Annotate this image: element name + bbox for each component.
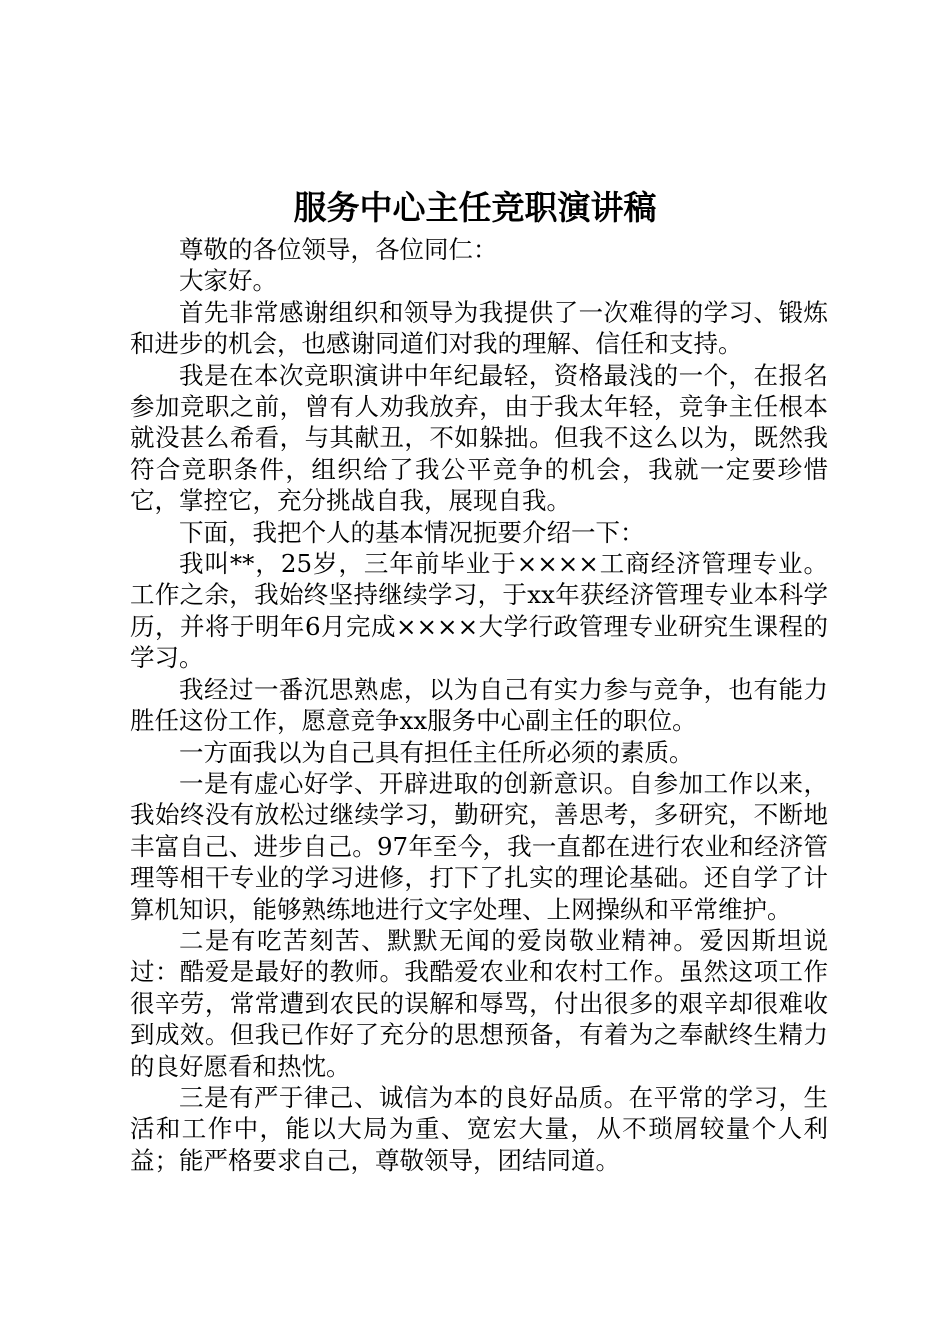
document-body: [130, 234, 828, 1176]
paragraph-salutation: 尊敬的各位领导，各位同仁：: [179, 235, 498, 264]
paragraph-background: 我叫**，25岁，三年前毕业于××××工商经济管理专业。工作之余，我始终坚持继续学习，于xx年获经济管理专业本科学历，并将于明年6月完成××××大学行政管理专业研究生课程的学习。: [130, 549, 828, 673]
paragraph-qualities-lead: 一方面我以为自己具有担任主任所必须的素质。: [179, 737, 694, 767]
paragraph-candidacy: 我经过一番沉思熟虑，以为自己有实力参与竞争，也有能力胜任这份工作，愿意竞争xx服务中心副主任的职位。: [130, 674, 828, 736]
paragraph-intro-lead: 下面，我把个人的基本情况扼要介绍一下：: [179, 517, 645, 547]
paragraph-greeting: 大家好。: [179, 266, 277, 296]
document-title: 服务中心主任竞职演讲稿: [293, 188, 657, 227]
paragraph-motivation: 我是在本次竞职演讲中年纪最轻，资格最浅的一个，在报名参加竞职之前，曾有人劝我放弃，由于我太年轻，竞争主任根本就没甚么希看，与其献丑，不如躲拙。但我不这么以为，既然我符合竞职条件，组织给了我公平竞争的机会，我就一定要珍惜它，掌控它，充分挑战自我，展现自我。: [130, 360, 828, 516]
paragraph-quality-two: 二是有吃苦刻苦、默默无闻的爱岗敬业精神。爱因斯坦说过：酷爱是最好的教师。我酷爱农业和农村工作。虽然这项工作很辛劳，常常遭到农民的误解和辱骂，付出很多的艰辛却很难收到成效。但我已作好了充分的思想预备，有着为之奉献终生精力的良好愿看和热忱。: [130, 925, 828, 1081]
paragraph-thanks: 首先非常感谢组织和领导为我提供了一次难得的学习、锻炼和进步的机会，也感谢同道们对我的理解、信任和支持。: [130, 297, 828, 359]
paragraph-quality-one: 一是有虚心好学、开辟进取的创新意识。自参加工作以来，我始终没有放松过继续学习，勤研究，善思考，多研究，不断地丰富自己、进步自己。97年至今，我一直都在进行农业和经济管理等相干专业的学习进修，打下了扎实的理论基础。还自学了计算机知识，能够熟练地进行文字处理、上网操纵和平常维护。: [130, 768, 828, 924]
paragraph-quality-three: 三是有严于律己、诚信为本的良好品质。在平常的学习，生活和工作中，能以大局为重、宽宏大量，从不琐屑较量个人利益；能严格要求自己，尊敬领导，团结同道。: [130, 1082, 828, 1175]
